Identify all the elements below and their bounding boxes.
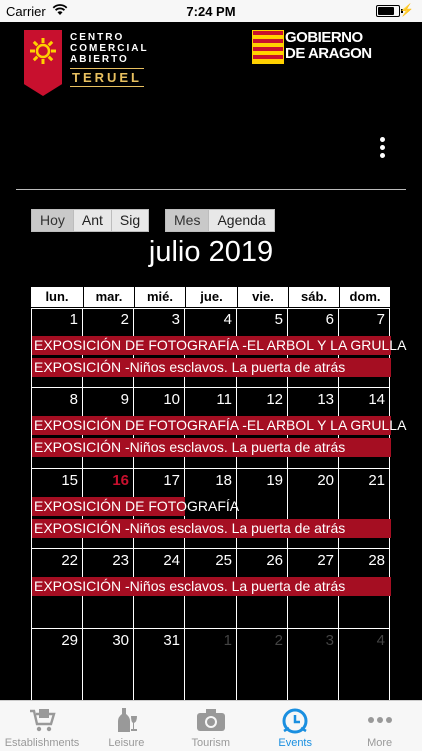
- charging-icon: ⚡: [399, 3, 414, 17]
- status-bar: [0, 0, 422, 22]
- day-number: 17: [163, 472, 180, 489]
- weekday-label: sáb.: [289, 287, 339, 307]
- weekday-label: mar.: [84, 287, 134, 307]
- day-number: 3: [171, 311, 180, 328]
- day-number: 2: [274, 632, 283, 649]
- day-number: 5: [274, 311, 283, 328]
- agenda-view-button[interactable]: Agenda: [209, 209, 274, 232]
- day-number: 22: [61, 552, 78, 569]
- tab-establishments[interactable]: [0, 701, 84, 751]
- day-number: 19: [266, 472, 283, 489]
- day-cell[interactable]: [185, 629, 237, 710]
- calendar-grid: [31, 308, 407, 710]
- day-number: 3: [325, 632, 334, 649]
- tab-events[interactable]: [253, 701, 337, 751]
- weekday-header: [31, 287, 390, 308]
- month-view-button[interactable]: Mes: [165, 209, 209, 232]
- day-number: 9: [120, 391, 129, 408]
- event-bar[interactable]: EXPOSICIÓN -Niños esclavos. La puerta de atrás: [32, 438, 391, 457]
- weekday-label: vie.: [238, 287, 288, 307]
- day-number: 30: [112, 632, 129, 649]
- event-bar[interactable]: EXPOSICIÓN DE FOTOGRAFÍA: [34, 498, 240, 514]
- camera-icon: [169, 707, 253, 733]
- clock-icon: [253, 707, 337, 735]
- view-buttons: [165, 209, 275, 232]
- more-options-icon[interactable]: [378, 137, 386, 159]
- day-number: 21: [368, 472, 385, 489]
- cca-wordmark: CENTRO COMERCIAL ABIERTO: [70, 32, 149, 65]
- day-number: 8: [69, 391, 78, 408]
- more-icon: [338, 707, 422, 733]
- day-number: 31: [163, 632, 180, 649]
- day-number: 14: [368, 391, 385, 408]
- tab-more[interactable]: [338, 701, 422, 751]
- cca-city: TERUEL: [72, 70, 142, 85]
- day-number: 28: [368, 552, 385, 569]
- today-button[interactable]: Hoy: [31, 209, 74, 232]
- day-cell[interactable]: [134, 629, 185, 710]
- tab-tourism[interactable]: [169, 701, 253, 751]
- day-cell[interactable]: [31, 629, 83, 710]
- aragon-flag-icon: [252, 30, 284, 64]
- event-bar[interactable]: EXPOSICIÓN -Niños esclavos. La puerta de atrás: [32, 577, 391, 596]
- day-cell[interactable]: [237, 629, 288, 710]
- tab-leisure[interactable]: [84, 701, 168, 751]
- next-button[interactable]: Sig: [112, 209, 149, 232]
- event-bar[interactable]: EXPOSICIÓN DE FOTOGRAFÍA -EL ARBOL Y LA GRULLA: [34, 337, 407, 353]
- weekday-label: jue.: [186, 287, 237, 307]
- teruel-badge-icon: [24, 30, 62, 96]
- tab-bar: [0, 700, 422, 751]
- day-number: 4: [223, 311, 232, 328]
- event-bar[interactable]: EXPOSICIÓN DE FOTOGRAFÍA -EL ARBOL Y LA GRULLA: [34, 417, 407, 433]
- carrier-label: Carrier: [6, 4, 46, 19]
- tab-label: Leisure: [108, 737, 145, 749]
- day-number: 10: [163, 391, 180, 408]
- day-number: 1: [223, 632, 232, 649]
- day-number: 1: [69, 311, 78, 328]
- day-number: 20: [317, 472, 334, 489]
- day-number: 11: [216, 391, 232, 408]
- weekday-label: dom.: [340, 287, 390, 307]
- day-cell[interactable]: [339, 629, 390, 710]
- day-number: 12: [266, 391, 283, 408]
- weekday-label: lun.: [31, 287, 83, 307]
- previous-button[interactable]: Ant: [74, 209, 112, 232]
- day-number: 18: [215, 472, 232, 489]
- tab-label: More: [367, 737, 393, 749]
- day-number: 2: [120, 311, 129, 328]
- gob-wordmark: GOBIERNO DE ARAGON: [285, 29, 372, 62]
- event-bar[interactable]: EXPOSICIÓN -Niños esclavos. La puerta de atrás: [32, 519, 391, 538]
- day-number: 24: [163, 552, 180, 569]
- navigation-buttons: [31, 209, 149, 232]
- tab-label: Events: [278, 737, 312, 749]
- day-number: 6: [325, 311, 334, 328]
- gobierno-aragon-logo[interactable]: [252, 30, 392, 66]
- day-number: 25: [215, 552, 232, 569]
- weekday-label: mié.: [135, 287, 185, 307]
- day-number: 16: [112, 472, 129, 489]
- day-number: 26: [266, 552, 283, 569]
- event-bar[interactable]: EXPOSICIÓN -Niños esclavos. La puerta de atrás: [32, 358, 391, 377]
- tab-label: Tourism: [191, 737, 231, 749]
- tab-label: Establishments: [4, 737, 80, 749]
- clock-time: 7:24 PM: [186, 4, 236, 19]
- day-number: 15: [61, 472, 78, 489]
- centro-comercial-logo[interactable]: [24, 30, 154, 96]
- day-number: 23: [112, 552, 129, 569]
- wine-icon: [84, 707, 168, 733]
- day-number: 13: [317, 391, 334, 408]
- day-number: 4: [376, 632, 385, 649]
- battery-icon: [376, 5, 400, 17]
- calendar-title: julio 2019: [148, 236, 274, 268]
- cart-icon: [0, 707, 84, 733]
- day-cell[interactable]: [83, 629, 134, 710]
- day-cell[interactable]: [288, 629, 339, 710]
- header-divider: [16, 189, 406, 190]
- day-number: 27: [317, 552, 334, 569]
- day-number: 7: [376, 311, 385, 328]
- day-number: 29: [61, 632, 78, 649]
